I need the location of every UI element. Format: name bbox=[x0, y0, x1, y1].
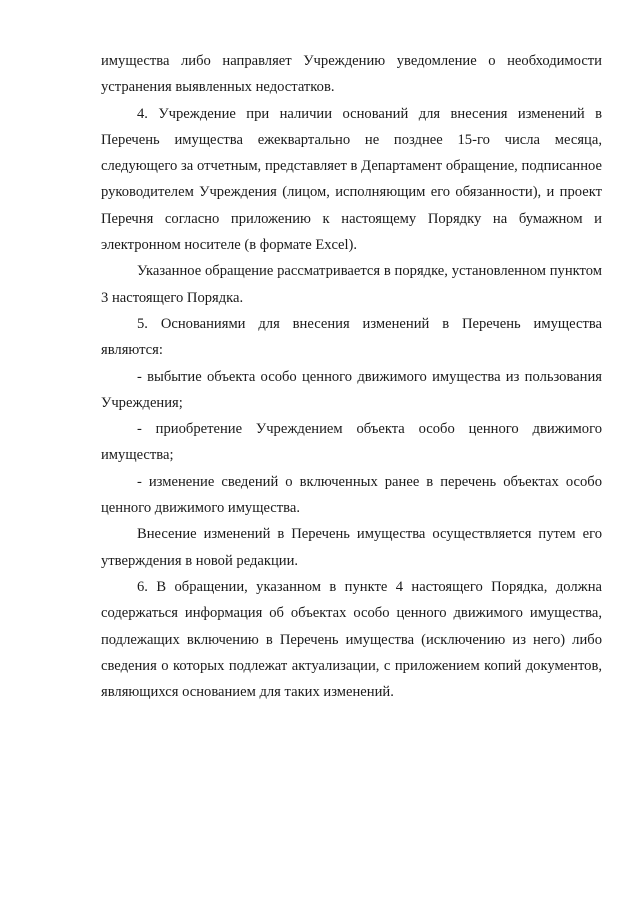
list-item-change: - изменение сведений о включенных ранее в перечень объектах особо ценного движимого имущества. bbox=[101, 473, 602, 517]
paragraph-item-6: 6. В обращении, указанном в пункте 4 настоящего Порядка, должна содержаться информация об объектах особо ценного движимого имущества, подлежащих включению в Перечень имущества (исключению из него) либо сведения о которых подлежат актуализации, с приложением копий документов, являющихся основанием для таких изменений. bbox=[101, 578, 602, 701]
paragraph-review-note: Указанное обращение рассматривается в порядке, установленном пунктом 3 настоящего Порядка. bbox=[101, 263, 602, 306]
list-item-disposal: - выбытие объекта особо ценного движимого имущества из пользования Учреждения; bbox=[101, 368, 602, 411]
document-page bbox=[101, 48, 602, 705]
paragraph-item-4: 4. Учреждение при наличии оснований для внесения изменений в Перечень имущества ежеквартально не позднее 15-го числа месяца, следующего за отчетным, представляет в Департамент обращение, подписанное руководителем Учреждения (лицом, исполняющим его обязанности), и проект Перечня согласно приложению к настоящему Порядку на бумажном и электронном носителе (в формате Excel). bbox=[101, 105, 602, 254]
paragraph-continuation: имущества либо направляет Учреждению уведомление о необходимости устранения выявленных недостатков. bbox=[101, 53, 602, 96]
list-item-acquisition: - приобретение Учреждением объекта особо ценного движимого имущества; bbox=[101, 421, 602, 464]
paragraph-new-edition: Внесение изменений в Перечень имущества осуществляется путем его утверждения в новой редакции. bbox=[101, 526, 602, 569]
paragraph-item-5: 5. Основаниями для внесения изменений в Перечень имущества являются: bbox=[101, 315, 602, 359]
